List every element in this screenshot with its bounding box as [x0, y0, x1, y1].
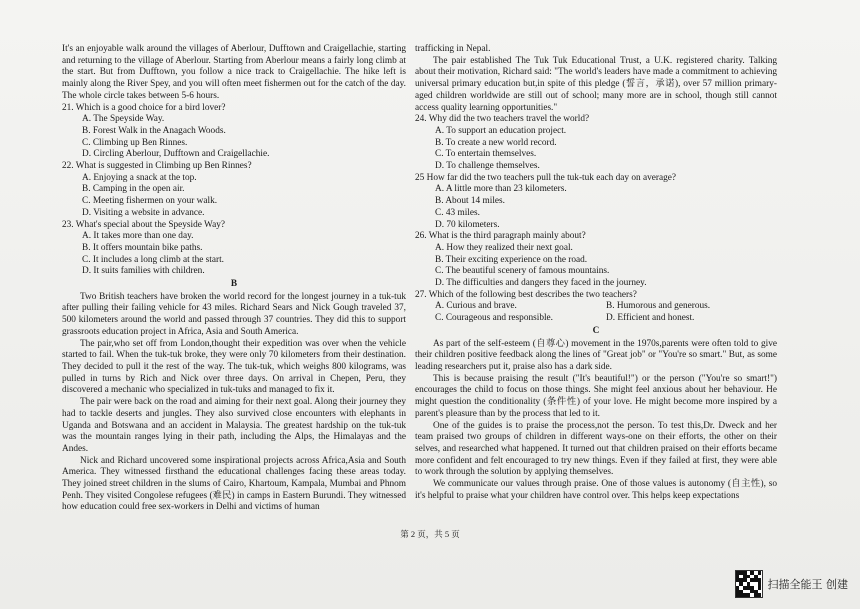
q27-option-d: D. Efficient and honest. [606, 313, 695, 324]
right-column [415, 44, 777, 502]
q24-option-a: A. To support an education project. [435, 125, 567, 136]
q21-option-d: D. Circling Aberlour, Dufftown and Craigellachie. [82, 149, 270, 160]
q24-option-b: B. To create a new world record. [435, 137, 557, 148]
passage-b-paragraph-5: The pair established The Tuk Tuk Educational Trust, a U.K. registered charity. Talking about their motivation, Richard said: "The world's leaders have made a commitment to achieving universal primary education but,in spite of this pledge (誓言，承诺), over 57 million primary-aged children worldwide are still out of school; many more are in school, though still cannot access quality learning opportunities." [415, 55, 777, 113]
q22-option-a: A. Enjoying a snack at the top. [82, 172, 197, 183]
qr-code-icon [735, 570, 763, 598]
passage-c-paragraph-3: One of the guides is to praise the process,not the person. To test this,Dr. Dweck and her team praised two groups of children in different ways-one on their efforts, the other on their selves, and researched what happened. It turned out that children praised on their efforts became more confident and felt encouraged to try new things. Even if they failed at first, they were able to work through the solution by applying themselves. [415, 420, 777, 478]
q21-option-b: B. Forest Walk in the Anagach Woods. [82, 125, 226, 136]
q27-option-c: C. Courageous and responsible. [435, 313, 553, 324]
q27-option-a: A. Curious and brave. [435, 301, 517, 312]
q25-option-a: A. A little more than 23 kilometers. [435, 184, 567, 195]
passage-b-paragraph-1: Two British teachers have broken the world record for the longest journey in a tuk-tuk after pulling their failing vehicle for 43 miles. Richard Sears and Nick Gough traveled 37, 500 kilometers around the world and passed through 37 countries. They did this to support grassroots education project in Africa, Asia and South America. [62, 291, 406, 337]
question-25: 25 How far did the two teachers pull the tuk-tuk each day on average? [415, 172, 676, 183]
left-column [62, 44, 406, 514]
q25-option-d: D. 70 kilometers. [435, 219, 500, 230]
passage-b-paragraph-3: The pair were back on the road and aiming for their next goal. Along their journey they had to tackle deserts and jungles. They also survived close encounters with elephants in Uganda and Botswana and an accident in Malaysia. The greatest hardship on the tuk-tuk was the mountain ranges lying in their path, including the Alps, the Himalayas and the Andes. [62, 397, 406, 454]
question-23: 23. What's special about the Speyside Way? [62, 219, 225, 230]
scanner-watermark [735, 570, 849, 598]
q21-option-c: C. Climbing up Ben Rinnes. [82, 137, 188, 148]
question-27: 27. Which of the following best describes the two teachers? [415, 289, 637, 300]
q27-option-b: B. Humorous and generous. [606, 301, 711, 312]
watermark-text: 扫描全能王 创建 [767, 578, 848, 591]
section-c-heading: C [592, 325, 600, 336]
passage-b-paragraph-4: Nick and Richard uncovered some inspirational projects across Africa,Asia and South America. They witnessed firsthand the educational challenges facing these areas today. They joined street children in the slums of Cairo, Khartoum, Kampala, Mumbai and Phnom Penh. They visited Congolese refugees (难民) in camps in Eastern Burundi. They witnessed how education could free sex-workers in Delhi and victims of human [62, 455, 406, 513]
q25-option-b: B. About 14 miles. [435, 196, 505, 207]
q22-option-d: D. Visiting a website in advance. [82, 207, 205, 218]
q26-option-c: C. The beautiful scenery of famous mountains. [435, 266, 610, 277]
q24-option-d: D. To challenge themselves. [435, 161, 540, 172]
q23-option-b: B. It offers mountain bike paths. [82, 242, 203, 253]
q25-option-c: C. 43 miles. [435, 207, 480, 218]
q26-option-b: B. Their exciting experience on the road. [435, 254, 588, 265]
passage-c-paragraph-4: We communicate our values through praise. One of those values is autonomy (自主性), so it's helpful to praise what your children have control over. This helps keep expectations [415, 479, 777, 501]
passage-b-paragraph-2: The pair,who set off from London,thought their expedition was over when the vehicle started to fail. When the tuk-tuk broke, they were only 70 kilometers from their destination. They decided to pull it the rest of the way. The tuk-tuk, which weighs 800 kilograms, was pulled in turns by Rich and Nick over three days. On arrival in Chepen, Peru, they discovered a mechanic who specialized in tuk-tuks and managed to fix it. [62, 338, 406, 396]
q26-option-a: A. How they realized their next goal. [435, 242, 573, 253]
section-b-heading: B [230, 279, 238, 290]
question-26: 26. What is the third paragraph mainly about? [415, 231, 586, 242]
q22-option-c: C. Meeting fishermen on your walk. [82, 196, 218, 207]
passage-b-paragraph-4-end: trafficking in Nepal. [415, 44, 491, 54]
passage-c-paragraph-1: As part of the self-esteem (自尊心) movement in the 1970s,parents were often told to give their children positive feedback along the lines of "Great job" or "You're so smart." But, as some leading researchers put it, praise also has a dark side. [415, 338, 777, 372]
q24-option-c: C. To entertain themselves. [435, 149, 537, 160]
question-24: 24. Why did the two teachers travel the world? [415, 114, 590, 125]
passage-a-tail: It's an enjoyable walk around the villages of Aberlour, Dufftown and Craigellachie, starting and returning to the village of Aberlour. Starting from Aberlour means a fairly long climb at the start. But from Dufftown, you follow a nice track to Craigellachie. The hike left is mainly along the River Spey, and you will often meet fishermen out for the catch of the day. The whole circle takes between 5-6 hours. [62, 44, 406, 101]
q23-option-d: D. It suits families with children. [82, 266, 205, 277]
q27-options-row-1 [435, 301, 777, 313]
passage-c-paragraph-2: This is because praising the result ("It's beautiful!") or the person ("You're so smart!") encourages the child to focus on those things. She might feel anxious about her behaviour. He might question the conditionality (条件性) of your love. He might become more inspired by a parent's pleasure than by the process that led to it. [415, 373, 777, 419]
question-22: 22. What is suggested in Climbing up Ben Rinnes? [62, 161, 252, 172]
q26-option-d: D. The difficulties and dangers they faced in the journey. [435, 278, 647, 289]
q27-options-row-2 [435, 313, 777, 325]
question-21: 21. Which is a good choice for a bird lover? [62, 102, 226, 113]
page-number: 第 2 页，共 5 页 [400, 529, 460, 539]
q23-option-c: C. It includes a long climb at the start. [82, 254, 225, 265]
q22-option-b: B. Camping in the open air. [82, 184, 185, 195]
q23-option-a: A. It takes more than one day. [82, 231, 194, 242]
q21-option-a: A. The Speyside Way. [82, 114, 165, 125]
